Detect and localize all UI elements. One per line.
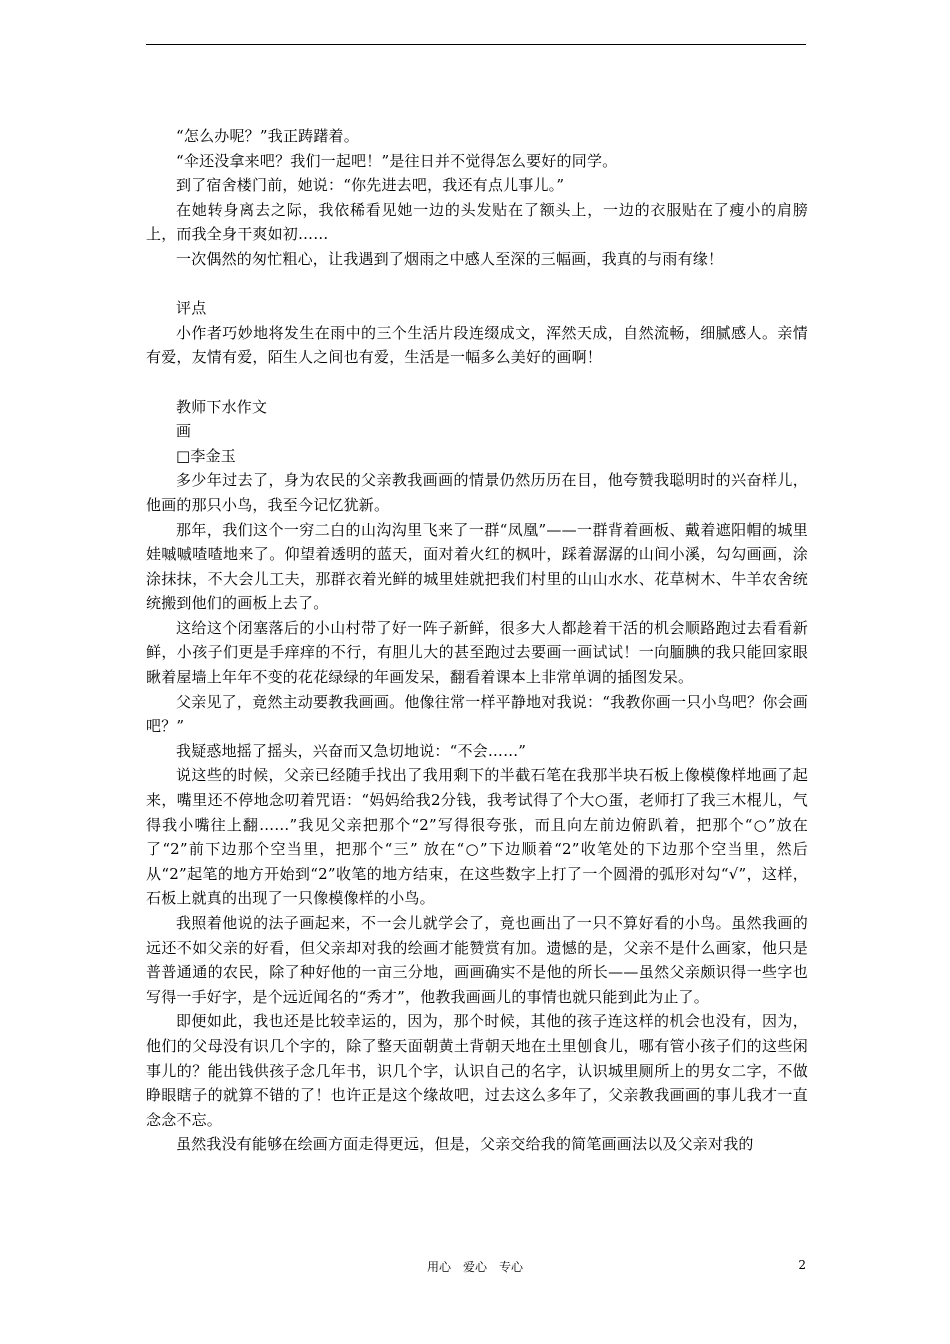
paragraph: 小作者巧妙地将发生在雨中的三个生活片段连缀成文，浑然天成，自然流畅，细腻感人。亲情有爱，友情有爱，陌生人之间也有爱，生活是一幅多么美好的画啊！ xyxy=(146,323,808,367)
paragraph: 到了宿舍楼门前，她说：“你先进去吧，我还有点儿事儿。” xyxy=(176,176,565,195)
paragraph: 我疑惑地摇了摇头，兴奋而又急切地说：“不会……” xyxy=(176,741,527,760)
essay-title: 画 xyxy=(176,422,192,441)
footer-motto: 用心 爱心 专心 xyxy=(426,1260,523,1274)
paragraph: 多少年过去了，身为农民的父亲教我画画的情景仍然历历在目，他夸赞我聪明时的兴奋样儿，他画的那只小鸟，我至今记忆犹新。 xyxy=(146,471,808,514)
paragraph: 那年，我们这个一穷二白的山沟沟里飞来了一群“凤凰”——一群背着画板、戴着遮阳帽的城里娃嘁嘁喳喳地来了。仰望着透明的蓝天，面对着火红的枫叶，踩着潺潺的山间小溪，勾勾画画，涂涂抹抹，不大会儿工夫，那群衣着光鲜的城里娃就把我们村里的山山水水、花草树木、牛羊农舍统统搬到他们的画板上去了。 xyxy=(146,520,808,613)
paragraph: “伞还没拿来吧？我们一起吧！”是往日并不觉得怎么要好的同学。 xyxy=(176,151,618,170)
body-text xyxy=(146,124,808,1157)
essay-author: □李金玉 xyxy=(176,446,236,465)
paragraph: 在她转身离去之际，我依稀看见她一边的头发贴在了额头上，一边的衣服贴在了瘦小的肩膀上，而我全身干爽如初…… xyxy=(146,200,808,244)
paragraph: 说这些的时候，父亲已经随手找出了我用剩下的半截石笔在我那半块石板上像模像样地画了起来，嘴里还不停地念叨着咒语：“妈妈给我2分钱，我考试得了个大○蛋，老师打了我三木棍儿，气得我小嘴往上翻……”我见父亲把那个“2”写得很夸张，而且向左前边俯趴着，把那个“○”放在了“2”前下边那个空当里，把那个“三” 放在“○”下边顺着“2”收笔处的下边那个空当里，然后从“2”起笔的地方开始到“2”收笔的地方结束，在这些数字上打了一个圆滑的弧形对勾“√”，这样，石板上就真的出现了一只像模像样的小鸟。 xyxy=(146,766,808,908)
page-number: 2 xyxy=(798,1258,806,1272)
paragraph: 这给这个闭塞落后的小山村带了好一阵子新鲜，很多大人都趁着干活的机会顺路跑过去看看新鲜，小孩子们更是手痒痒的不行，有胆儿大的甚至跑过去要画一画试试！一向腼腆的我只能回家眼瞅着屋墙上年年不变的花花绿绿的年画发呆，翻看着课本上非常单调的插图发呆。 xyxy=(146,618,808,687)
paragraph: “怎么办呢？”我正踌躇着。 xyxy=(176,127,359,145)
paragraph: 虽然我没有能够在绘画方面走得更远，但是，父亲交给我的简笔画画法以及父亲对我的 xyxy=(176,1135,754,1154)
paragraph: 父亲见了，竟然主动要教我画画。他像往常一样平静地对我说：“我教你画一只小鸟吧？你会画吧？” xyxy=(146,692,808,736)
header-rule xyxy=(146,44,806,45)
paragraph: 即便如此，我也还是比较幸运的，因为，那个时候，其他的孩子连这样的机会也没有，因为，他们的父母没有识几个字的，除了整天面朝黄土背朝天地在土里刨食儿，哪有管小孩子们的这些闲事儿的？能出钱供孩子念几年书，识几个字，认识自己的名字，认识城里厕所上的男女二字，不做睁眼瞎子的就算不错的了！也许正是这个缘故吧，过去这么多年了，父亲教我画画的事儿我才一直念念不忘。 xyxy=(146,1012,808,1129)
paragraph: 我照着他说的法子画起来，不一会儿就学会了，竟也画出了一只不算好看的小鸟。虽然我画的远还不如父亲的好看，但父亲却对我的绘画才能赞赏有加。遗憾的是，父亲不是什么画家，他只是普普通通的农民，除了种好他的一亩三分地，画画确实不是他的所长——虽然父亲颇识得一些字也写得一手好字，是个远近闻名的“秀才”，他教我画画儿的事情也就只能到此为止了。 xyxy=(146,914,808,1006)
section-heading: 教师下水作文 xyxy=(176,397,268,416)
paragraph: 一次偶然的匆忙粗心，让我遇到了烟雨之中感人至深的三幅画，我真的与雨有缘！ xyxy=(176,249,724,268)
comment-heading: 评点 xyxy=(176,299,207,318)
page-footer xyxy=(0,1258,950,1278)
